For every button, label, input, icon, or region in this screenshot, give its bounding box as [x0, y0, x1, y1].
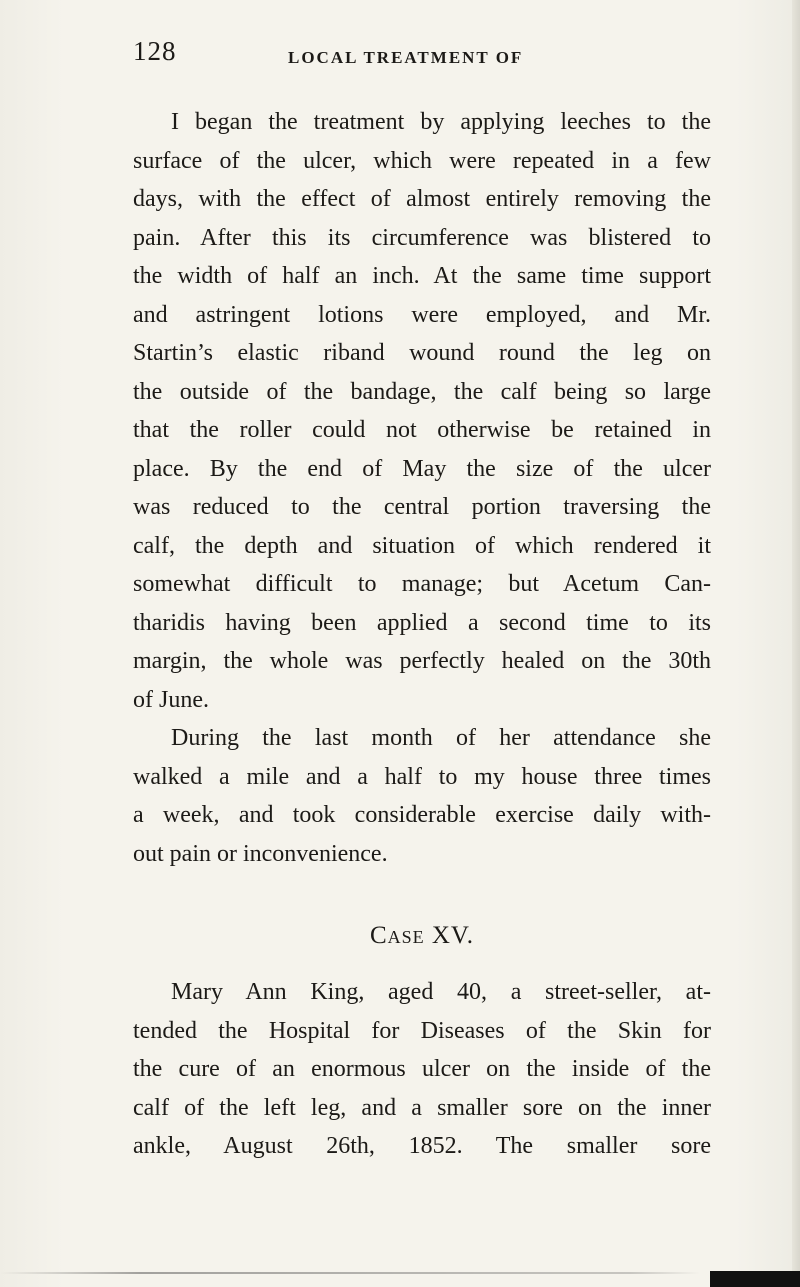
paragraph-2	[133, 719, 711, 873]
text-line: I began the treatment by applying leeches to the	[171, 109, 711, 135]
text-line: ankle, August 26th, 1852. The smaller sore	[133, 1133, 711, 1159]
text-line: During the last month of her attendance she	[171, 725, 711, 751]
text-line: calf, the depth and situation of which rendered it	[133, 532, 711, 559]
text-line: was reduced to the central portion traversing the	[133, 494, 711, 520]
text-line: somewhat difficult to manage; but Acetum Can-	[133, 571, 711, 597]
text-line: the width of half an inch. At the same time support	[133, 263, 711, 289]
text-line: tended the Hospital for Diseases of the Skin for	[133, 1017, 711, 1044]
text-line: Startin’s elastic riband wound round the leg on	[133, 340, 711, 366]
text-line: walked a mile and a half to my house three times	[133, 763, 711, 790]
paragraph-1	[133, 103, 711, 719]
running-head: LOCAL TREATMENT OF	[288, 48, 524, 67]
text-line: pain. After this its circumference was blistered to	[133, 224, 711, 251]
page-edge-shadow	[792, 0, 800, 1287]
scan-dark-corner	[710, 1271, 800, 1287]
text-line: the outside of the bandage, the calf being so large	[133, 378, 711, 405]
text-line: tharidis having been applied a second time to its	[133, 609, 711, 636]
text-line: days, with the effect of almost entirely removing the	[133, 186, 711, 212]
page-number: 128	[133, 36, 177, 66]
case-heading: Case XV.	[369, 922, 475, 949]
text-line: of June.	[133, 686, 209, 713]
text-line: that the roller could not otherwise be retained in	[133, 417, 711, 443]
text-line: calf of the left leg, and a smaller sore on the inner	[133, 1094, 711, 1121]
text-line: the cure of an enormous ulcer on the inside of the	[133, 1056, 711, 1082]
text-line: margin, the whole was perfectly healed on the 30th	[133, 648, 711, 674]
scan-bottom-edge	[0, 1272, 700, 1274]
body-text	[133, 103, 711, 1166]
text-line: a week, and took considerable exercise daily with-	[133, 802, 711, 828]
text-line: Mary Ann King, aged 40, a street-seller, at-	[171, 979, 711, 1005]
text-line: out pain or inconvenience.	[133, 840, 388, 867]
text-line: surface of the ulcer, which were repeated in a few	[133, 147, 711, 174]
page-header	[133, 36, 733, 66]
text-line: and astringent lotions were employed, and Mr.	[133, 301, 711, 328]
text-line: place. By the end of May the size of the ulcer	[133, 455, 711, 482]
paragraph-3	[133, 973, 711, 1166]
